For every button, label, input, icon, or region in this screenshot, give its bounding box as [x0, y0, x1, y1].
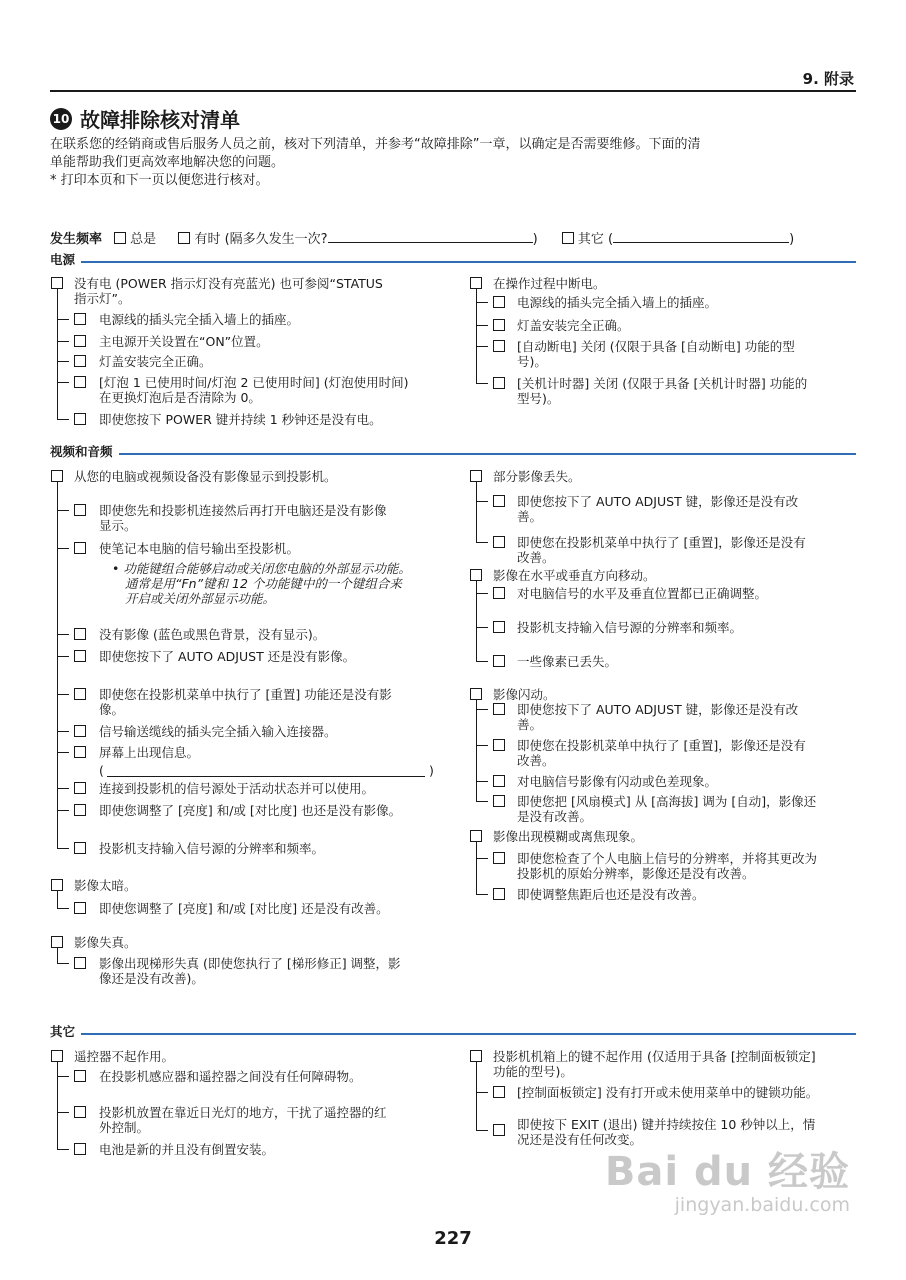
check-item: 显示。 — [99, 518, 137, 533]
checkbox[interactable] — [74, 628, 86, 640]
page-number: 227 — [434, 1228, 472, 1249]
checkbox[interactable] — [470, 1050, 482, 1062]
watermark-brand: Bai du 经验 — [604, 1149, 850, 1195]
checkbox[interactable] — [74, 376, 86, 388]
checkbox[interactable] — [74, 804, 86, 816]
section-rule — [50, 453, 856, 455]
check-item: 像。 — [99, 702, 125, 717]
check-item: 影像闪动。 — [493, 687, 556, 702]
checkbox[interactable] — [74, 1070, 86, 1082]
intro-line: * 打印本页和下一页以便您进行核对。 — [50, 173, 269, 188]
checkbox[interactable] — [74, 782, 86, 794]
checkbox[interactable] — [493, 495, 505, 507]
intro-text — [50, 136, 858, 190]
section-number-badge: 10 — [50, 108, 72, 130]
check-item: 善。 — [517, 717, 543, 732]
other-blank[interactable] — [613, 229, 789, 243]
check-item: 是没有改善。 — [517, 809, 593, 824]
checkbox[interactable] — [493, 852, 505, 864]
check-item: 像还是没有改善)。 — [99, 971, 204, 986]
checkbox[interactable] — [51, 1050, 63, 1062]
checkbox[interactable] — [74, 504, 86, 516]
check-item: 影像失真。 — [74, 935, 137, 950]
check-item: 即使您按下了 AUTO ADJUST 还是没有影像。 — [99, 649, 356, 664]
check-item: 即使您在投影机菜单中执行了 [重置] 功能还是没有影 — [99, 687, 392, 702]
other-checkbox[interactable] — [562, 232, 574, 244]
watermark-url: jingyan.baidu.com — [674, 1194, 850, 1216]
check-item: 投影机的原始分辨率，影像还是没有改善。 — [517, 866, 755, 881]
paren: ) — [789, 232, 795, 247]
check-item: 在更换灯泡后是否清除为 0。 — [99, 390, 261, 405]
check-item: 使笔记本电脑的信号输出至投影机。 — [99, 541, 300, 556]
checkbox[interactable] — [470, 277, 482, 289]
checkbox[interactable] — [493, 739, 505, 751]
sometimes-blank[interactable] — [328, 229, 533, 243]
checkbox[interactable] — [493, 319, 505, 331]
check-item: 即使您检查了个人电脑上信号的分辨率，并将其更改为 — [517, 851, 818, 866]
checkbox[interactable] — [493, 888, 505, 900]
checkbox[interactable] — [493, 795, 505, 807]
check-item: 灯盖安装完全正确。 — [99, 354, 212, 369]
section-title: 其它 — [50, 1022, 81, 1040]
section-rule — [50, 1033, 856, 1035]
sometimes-label: 有时 (隔多久发生一次? — [194, 232, 328, 247]
checkbox[interactable] — [470, 688, 482, 700]
check-item: 没有影像 (蓝色或黑色背景，没有显示)。 — [99, 627, 326, 642]
check-item: 灯盖安装完全正确。 — [517, 318, 630, 333]
check-item: 即使按下 EXIT (退出) 键并持续按住 10 秒钟以上，情 — [517, 1117, 816, 1132]
checkbox[interactable] — [51, 277, 63, 289]
check-item: 即使您先和投影机连接然后再打开电脑还是没有影像 — [99, 503, 387, 518]
note-text: 开启或关闭外部显示功能。 — [125, 591, 276, 606]
frequency-label: 发生频率 — [50, 232, 103, 247]
always-label: 总是 — [130, 232, 157, 247]
sometimes-checkbox[interactable] — [178, 232, 190, 244]
checkbox[interactable] — [470, 830, 482, 842]
checkbox[interactable] — [493, 775, 505, 787]
checkbox[interactable] — [493, 536, 505, 548]
check-item: 影像在水平或垂直方向移动。 — [493, 568, 656, 583]
check-item: 一些像素已丢失。 — [517, 654, 618, 669]
checkbox[interactable] — [74, 1106, 86, 1118]
title-text: 故障排除核对清单 — [80, 108, 240, 132]
header-rule — [50, 90, 856, 92]
check-item: 即使您按下了 AUTO ADJUST 键，影像还是没有改 — [517, 702, 799, 717]
check-item: 屏幕上出现信息。 — [99, 745, 200, 760]
checkbox[interactable] — [74, 335, 86, 347]
checkbox[interactable] — [470, 569, 482, 581]
checkbox[interactable] — [74, 725, 86, 737]
check-item: 即使您在投影机菜单中执行了 [重置]，影像还是没有 — [517, 535, 806, 550]
check-item: 型号)。 — [517, 391, 560, 406]
check-item: 况还是没有任何改变。 — [517, 1132, 643, 1147]
check-item: 主电源开关设置在“ON”位置。 — [99, 334, 269, 349]
check-item: 即使您在投影机菜单中执行了 [重置]，影像还是没有 — [517, 738, 806, 753]
checkbox[interactable] — [493, 655, 505, 667]
section-video — [50, 446, 856, 460]
checkbox[interactable] — [470, 470, 482, 482]
check-item: 投影机机箱上的键不起作用 (仅适用于具备 [控制面板锁定] — [493, 1049, 816, 1064]
check-item: 投影机放置在靠近日光灯的地方，干扰了遥控器的红 — [99, 1105, 387, 1120]
intro-line: 在联系您的经销商或售后服务人员之前，核对下列清单，并参考“故障排除”一章，以确定是否需要维修。下面的清 — [50, 137, 701, 152]
check-item: [控制面板锁定] 没有打开或未使用菜单中的键锁功能。 — [517, 1085, 819, 1100]
section-title: 视频和音频 — [50, 442, 119, 460]
baidu-watermark — [605, 1150, 850, 1216]
check-item: 电池是新的并且没有倒置安装。 — [99, 1142, 275, 1157]
check-item: 改善。 — [517, 753, 555, 768]
checkbox[interactable] — [51, 879, 63, 891]
checkbox[interactable] — [74, 313, 86, 325]
checkbox[interactable] — [493, 1086, 505, 1098]
checkbox[interactable] — [74, 842, 86, 854]
checkbox[interactable] — [74, 650, 86, 662]
checkbox[interactable] — [74, 413, 86, 425]
check-item: 遥控器不起作用。 — [74, 1049, 175, 1064]
check-item: [灯泡 1 已使用时间/灯泡 2 已使用时间] (灯泡使用时间) — [99, 375, 409, 390]
checkbox[interactable] — [51, 936, 63, 948]
check-item: [关机计时器] 关闭 (仅限于具备 [关机计时器] 功能的 — [517, 376, 808, 391]
frequency-row — [50, 229, 858, 249]
checkbox[interactable] — [493, 621, 505, 633]
checkbox[interactable] — [493, 1124, 505, 1136]
check-item: [自动断电] 关闭 (仅限于具备 [自动断电] 功能的型 — [517, 339, 795, 354]
other-label: 其它 ( — [577, 232, 614, 247]
section-rule — [50, 261, 856, 263]
check-item: 在投影机感应器和遥控器之间没有任何障碍物。 — [99, 1069, 362, 1084]
check-item: 影像太暗。 — [74, 878, 137, 893]
section-other — [50, 1026, 856, 1040]
check-item: 即使调整焦距后也还是没有改善。 — [517, 887, 705, 902]
check-item: 电源线的插头完全插入墙上的插座。 — [517, 295, 718, 310]
check-item: 改善。 — [517, 550, 555, 565]
paren: ) — [429, 763, 434, 778]
checkbox[interactable] — [74, 355, 86, 367]
paren: ) — [532, 232, 538, 247]
checkbox[interactable] — [493, 340, 505, 352]
always-checkbox[interactable] — [114, 232, 126, 244]
check-item: 投影机支持输入信号源的分辨率和频率。 — [99, 841, 325, 856]
checkbox[interactable] — [493, 703, 505, 715]
check-item: 对电脑信号影像有闪动或色差现象。 — [517, 774, 718, 789]
checkbox[interactable] — [493, 296, 505, 308]
check-item: 从您的电脑或视频设备没有影像显示到投影机。 — [74, 469, 337, 484]
intro-line: 单能帮助我们更高效率地解决您的问题。 — [50, 155, 285, 170]
check-item: 对电脑信号的水平及垂直位置都已正确调整。 — [517, 586, 768, 601]
checkbox[interactable] — [74, 957, 86, 969]
check-item: 号)。 — [517, 354, 547, 369]
note-text: • 功能键组合能够启动或关闭您电脑的外部显示功能。 — [112, 561, 411, 576]
checkbox[interactable] — [74, 688, 86, 700]
check-item: 部分影像丢失。 — [493, 469, 581, 484]
checkbox[interactable] — [74, 902, 86, 914]
checkbox[interactable] — [493, 587, 505, 599]
check-item: 投影机支持输入信号源的分辨率和频率。 — [517, 620, 743, 635]
paren: ( — [99, 763, 104, 778]
check-item: 影像出现梯形失真 (即使您执行了 [梯形修正] 调整，影 — [99, 956, 401, 971]
check-item: 外控制。 — [99, 1120, 150, 1135]
check-item: 连接到投影机的信号源处于活动状态并可以使用。 — [99, 781, 375, 796]
checkbox[interactable] — [51, 470, 63, 482]
check-item: 在操作过程中断电。 — [493, 276, 606, 291]
page-title — [50, 104, 240, 133]
message-blank[interactable] — [107, 763, 425, 777]
section-title: 电源 — [50, 250, 81, 268]
check-item: 即使您调整了 [亮度] 和/或 [对比度] 还是没有改善。 — [99, 901, 389, 916]
checkbox[interactable] — [74, 746, 86, 758]
check-item: 影像出现模糊或离焦现象。 — [493, 829, 644, 844]
check-item: 功能的型号)。 — [493, 1064, 573, 1079]
checkbox[interactable] — [74, 542, 86, 554]
check-item: 即使您把 [风扇模式] 从 [高海拔] 调为 [自动]，影像还 — [517, 794, 817, 809]
check-item: 即使您按下 POWER 键并持续 1 秒钟还是没有电。 — [99, 412, 382, 427]
check-item: 电源线的插头完全插入墙上的插座。 — [99, 312, 300, 327]
note-text: 通常是用“Fn”键和 12 个功能键中的一个键组合来 — [125, 576, 402, 591]
checkbox[interactable] — [74, 1143, 86, 1155]
checkbox[interactable] — [493, 377, 505, 389]
check-item: 即使您调整了 [亮度] 和/或 [对比度] 也还是没有影像。 — [99, 803, 402, 818]
chapter-heading: 9. 附录 — [802, 70, 854, 88]
section-power — [50, 254, 856, 268]
check-item: 信号输送缆线的插头完全插入输入连接器。 — [99, 724, 337, 739]
check-item: 善。 — [517, 509, 543, 524]
check-item: 指示灯”。 — [74, 291, 131, 306]
check-item: 没有电 (POWER 指示灯没有亮蓝光) 也可参阅“STATUS — [74, 276, 383, 291]
check-item: 即使您按下了 AUTO ADJUST 键，影像还是没有改 — [517, 494, 799, 509]
